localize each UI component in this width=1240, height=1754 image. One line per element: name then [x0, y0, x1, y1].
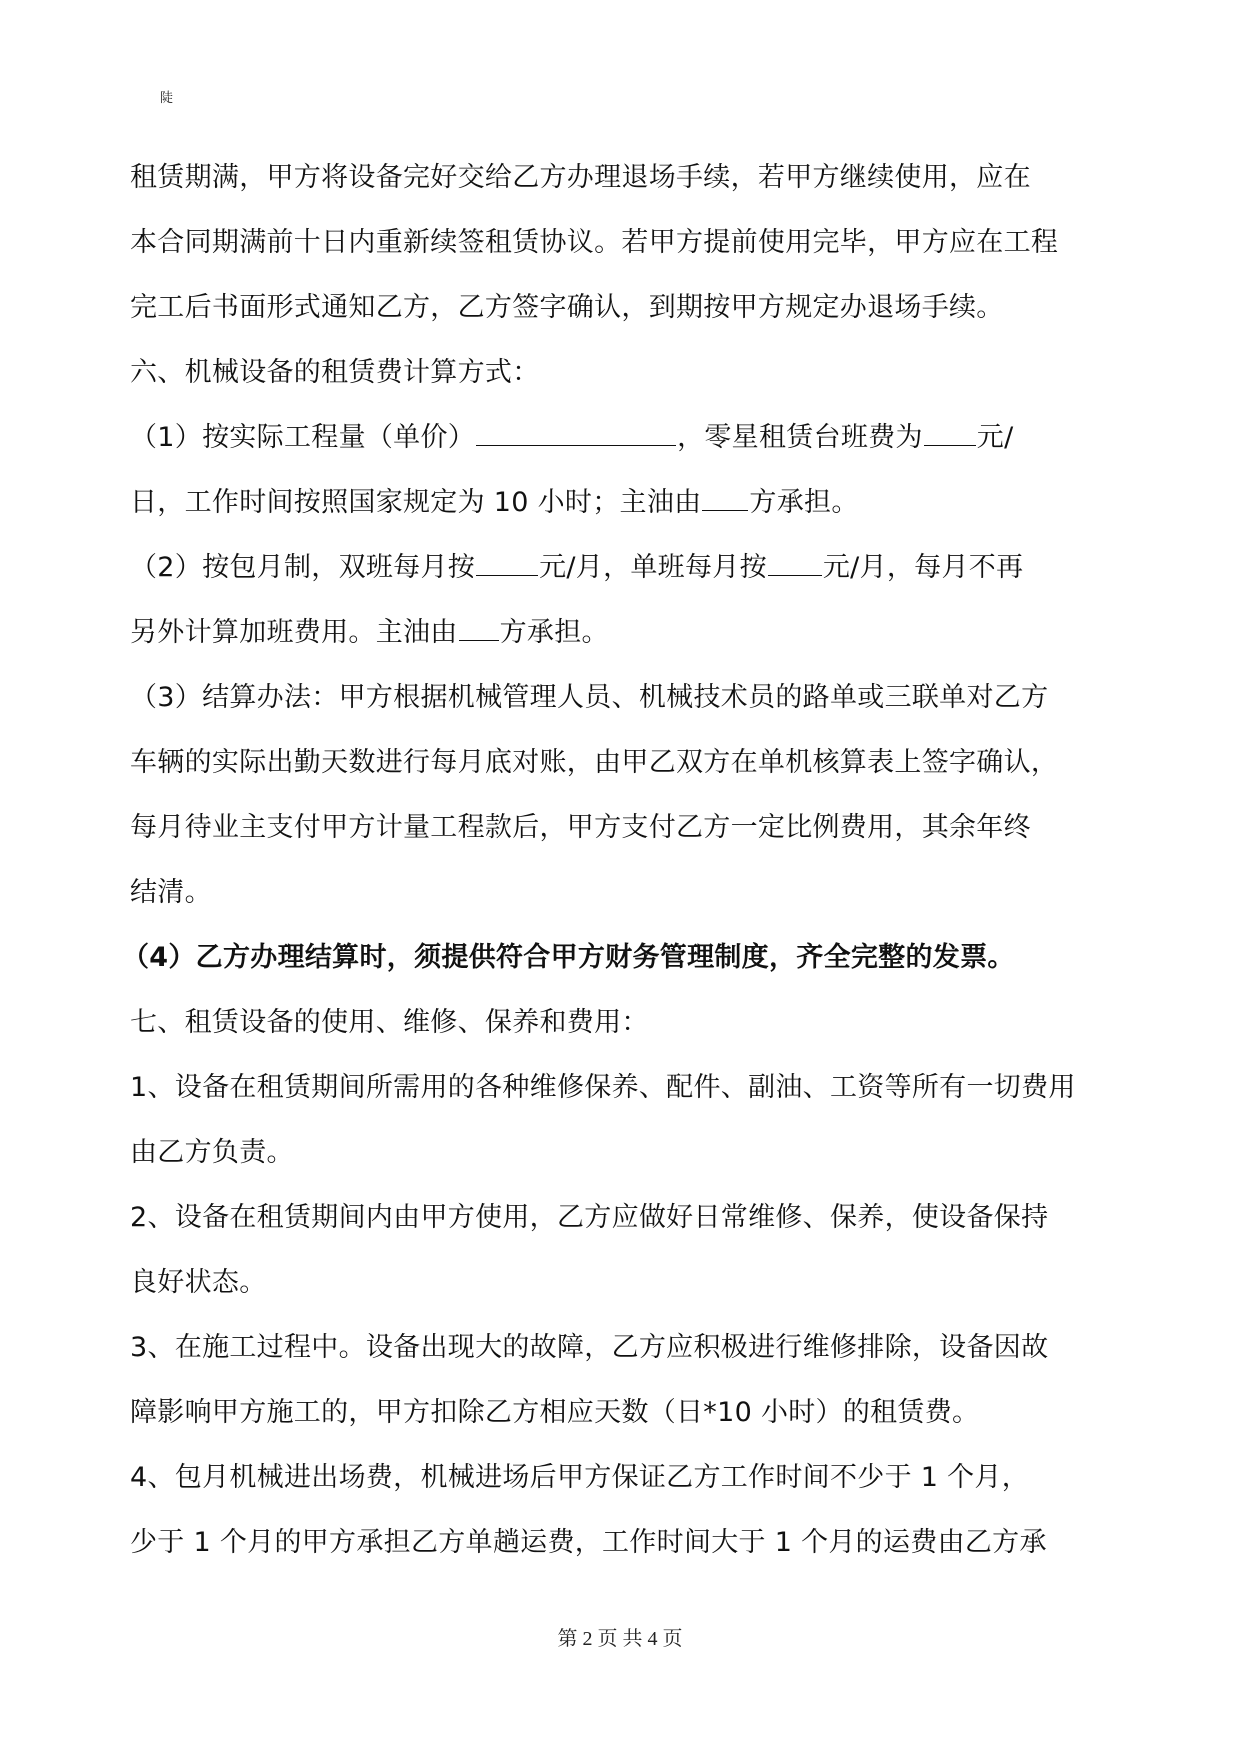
- clause-text: 方承担。: [499, 617, 609, 648]
- clause-text: 元/月，每月不再: [822, 552, 1024, 583]
- text-line: 车辆的实际出勤天数进行每月底对账，由甲乙双方在单机核算表上签字确认，: [130, 747, 1059, 778]
- clause-text: ，零星租赁台班费为: [677, 422, 923, 453]
- text-line: 租赁期满，甲方将设备完好交给乙方办理退场手续，若甲方继续使用，应在: [130, 162, 1031, 193]
- text-line: 2、设备在租赁期间内由甲方使用，乙方应做好日常维修、保养，使设备保持: [130, 1202, 1049, 1233]
- clause-6-1-line-1: [130, 420, 1013, 456]
- clause-6-4-bold: （4）乙方办理结算时，须提供符合甲方财务管理制度，齐全完整的发票。: [122, 942, 1015, 973]
- fill-in-blank: [702, 486, 748, 511]
- text-line: 4、包月机械进出场费，机械进场后甲方保证乙方工作时间不少于 1 个月，: [130, 1462, 1030, 1493]
- text-line: 良好状态。: [130, 1267, 267, 1298]
- clause-text: 元/: [976, 422, 1014, 453]
- clause-text: 元/月，单班每月按: [539, 552, 767, 583]
- clause-text: （2）按包月制，双班每月按: [130, 552, 476, 583]
- page-footer: 第 2 页 共 4 页: [557, 1628, 683, 1650]
- text-line: 每月待业主支付甲方计量工程款后，甲方支付乙方一定比例费用，其余年终: [130, 812, 1031, 843]
- text-line: 完工后书面形式通知乙方，乙方签字确认，到期按甲方规定办退场手续。: [130, 292, 1004, 323]
- clause-text: 日，工作时间按照国家规定为 10 小时；主油由: [130, 487, 702, 518]
- text-line: 3、在施工过程中。设备出现大的故障，乙方应积极进行维修排除，设备因故: [130, 1332, 1049, 1363]
- text-line: 由乙方负责。: [130, 1137, 294, 1168]
- fill-in-blank: [924, 421, 976, 446]
- section-heading: 七、租赁设备的使用、维修、保养和费用：: [130, 1007, 649, 1038]
- text-line: 本合同期满前十日内重新续签租赁协议。若甲方提前使用完毕，甲方应在工程: [130, 227, 1059, 258]
- clause-6-1-line-2: [130, 485, 859, 521]
- text-line: （3）结算办法：甲方根据机械管理人员、机械技术员的路单或三联单对乙方: [130, 682, 1049, 713]
- clause-text: 另外计算加班费用。主油由: [130, 617, 458, 648]
- text-line: 少于 1 个月的甲方承担乙方单趟运费，工作时间大于 1 个月的运费由乙方承: [130, 1527, 1047, 1558]
- fill-in-blank: [476, 551, 538, 576]
- fill-in-blank: [768, 551, 822, 576]
- text-line: 结清。: [130, 877, 212, 908]
- text-line: 障影响甲方施工的，甲方扣除乙方相应天数（日*10 小时）的租赁费。: [130, 1397, 980, 1428]
- clause-text: 方承担。: [749, 487, 859, 518]
- section-heading: 六、机械设备的租赁费计算方式：: [130, 357, 540, 388]
- fill-in-blank: [476, 421, 676, 446]
- header-mark: 陡: [160, 91, 174, 106]
- text-line: 1、设备在租赁期间所需用的各种维修保养、配件、副油、工资等所有一切费用: [130, 1072, 1076, 1103]
- clause-6-2-line-1: [130, 550, 1023, 586]
- clause-6-2-line-2: [130, 615, 609, 651]
- fill-in-blank: [459, 616, 499, 641]
- clause-text: （1）按实际工程量（单价）: [130, 422, 476, 453]
